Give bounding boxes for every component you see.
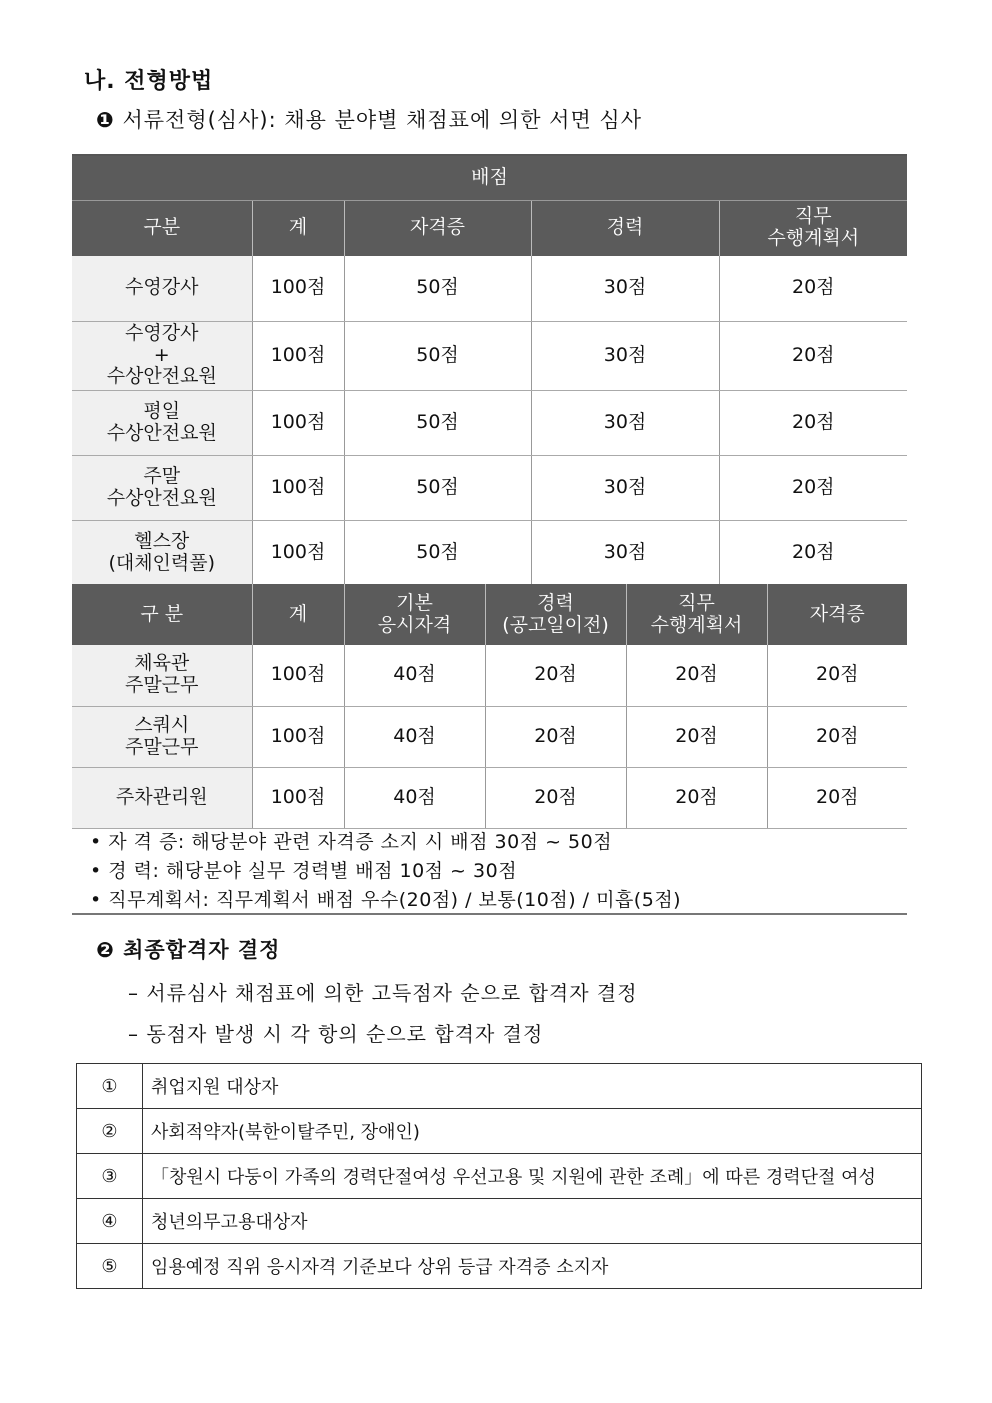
- score-cell: 20점: [719, 520, 907, 585]
- table-row: [77, 1244, 922, 1289]
- priority-number: ②: [77, 1109, 143, 1154]
- subsection-1-text: 서류전형(심사): 채용 분야별 채점표에 의한 서면 심사: [122, 108, 642, 132]
- score-cell: 20점: [485, 645, 626, 706]
- score-cell: 30점: [531, 455, 719, 520]
- table-row: [77, 1154, 922, 1199]
- score-cell: 100점: [252, 321, 344, 390]
- row-label: 스쿼시 주말근무: [72, 706, 252, 767]
- row-label: 수영강사 + 수상안전요원: [72, 321, 252, 390]
- table2-column-header: 직무 수행계획서: [626, 584, 767, 645]
- score-cell: 20점: [485, 706, 626, 767]
- score-cell: 100점: [252, 767, 344, 828]
- tiebreak-table: [76, 1063, 922, 1289]
- marker-1: ❶: [96, 108, 115, 132]
- table-row: [72, 520, 907, 585]
- table-row: [77, 1064, 922, 1109]
- table1-column-header: 직무 수행계획서: [719, 200, 907, 256]
- score-cell: 20점: [767, 767, 907, 828]
- row-label: 주말 수상안전요원: [72, 455, 252, 520]
- score-cell: 20점: [626, 645, 767, 706]
- score-cell: 20점: [719, 455, 907, 520]
- score-cell: 100점: [252, 645, 344, 706]
- priority-number: ④: [77, 1199, 143, 1244]
- divider: [72, 913, 907, 915]
- table-row: [77, 1199, 922, 1244]
- row-label: 체육관 주말근무: [72, 645, 252, 706]
- criteria-line: – 동점자 발생 시 각 항의 순으로 합격자 결정: [128, 1022, 544, 1046]
- score-cell: 100점: [252, 520, 344, 585]
- row-label: 주차관리원: [72, 767, 252, 828]
- score-cell: 20점: [626, 706, 767, 767]
- score-cell: 20점: [719, 256, 907, 321]
- score-cell: 50점: [344, 455, 531, 520]
- priority-text: 사회적약자(북한이탈주민, 장애인): [143, 1109, 922, 1154]
- table2-column-header: 구 분: [72, 584, 252, 645]
- table-row: [72, 767, 907, 828]
- subsection-2-title: [96, 934, 280, 964]
- score-cell: 20점: [719, 390, 907, 455]
- score-cell: 30점: [531, 390, 719, 455]
- table2-column-header: 계: [252, 584, 344, 645]
- table2-column-header: 경력 (공고일이전): [485, 584, 626, 645]
- priority-text: 취업지원 대상자: [143, 1064, 922, 1109]
- score-cell: 100점: [252, 455, 344, 520]
- table1-top-header: 배점: [72, 155, 907, 200]
- score-cell: 50점: [344, 256, 531, 321]
- score-cell: 50점: [344, 390, 531, 455]
- score-cell: 40점: [344, 706, 485, 767]
- row-label: 평일 수상안전요원: [72, 390, 252, 455]
- row-label: 수영강사: [72, 256, 252, 321]
- priority-text: 임용예정 직위 응시자격 기준보다 상위 등급 자격증 소지자: [143, 1244, 922, 1289]
- note-item: • 경 력: 해당분야 실무 경력별 배점 10점 ~ 30점: [90, 860, 518, 882]
- table1-column-header: 경력: [531, 200, 719, 256]
- note-item: • 직무계획서: 직무계획서 배점 우수(20점) / 보통(10점) / 미흡(5점): [90, 889, 682, 911]
- table-row: [72, 390, 907, 455]
- score-cell: 40점: [344, 645, 485, 706]
- table1-column-header: 자격증: [344, 200, 531, 256]
- table-row: [72, 645, 907, 706]
- table2-column-header: 자격증: [767, 584, 907, 645]
- table-row: [72, 455, 907, 520]
- subsection-2-text: 최종합격자 결정: [123, 938, 281, 962]
- score-cell: 30점: [531, 520, 719, 585]
- score-cell: 20점: [719, 321, 907, 390]
- score-cell: 100점: [252, 390, 344, 455]
- table1-column-header: 구분: [72, 200, 252, 256]
- subsection-1-title: [96, 104, 642, 134]
- priority-number: ①: [77, 1064, 143, 1109]
- score-cell: 50점: [344, 321, 531, 390]
- row-label: 헬스장 (대체인력풀): [72, 520, 252, 585]
- score-cell: 20점: [626, 767, 767, 828]
- priority-text: 청년의무고용대상자: [143, 1199, 922, 1244]
- marker-2: ❷: [96, 938, 115, 962]
- priority-number: ③: [77, 1154, 143, 1199]
- criteria-line: – 서류심사 채점표에 의한 고득점자 순으로 합격자 결정: [128, 981, 638, 1005]
- scoring-table-2: [72, 584, 907, 829]
- table-row: [72, 256, 907, 321]
- table-row: [72, 706, 907, 767]
- section-heading: 나. 전형방법: [84, 69, 214, 94]
- score-cell: 20점: [767, 645, 907, 706]
- scoring-table-1: [72, 154, 907, 586]
- notes-list: [90, 828, 681, 915]
- score-cell: 50점: [344, 520, 531, 585]
- score-cell: 40점: [344, 767, 485, 828]
- table1-column-header: 계: [252, 200, 344, 256]
- score-cell: 100점: [252, 256, 344, 321]
- note-item: • 자 격 증: 해당분야 관련 자격증 소지 시 배점 30점 ~ 50점: [90, 831, 613, 853]
- score-cell: 30점: [531, 321, 719, 390]
- priority-text: 「창원시 다둥이 가족의 경력단절여성 우선고용 및 지원에 관한 조례」에 따른 경력단절 여성: [143, 1154, 922, 1199]
- score-cell: 30점: [531, 256, 719, 321]
- score-cell: 20점: [485, 767, 626, 828]
- table-row: [72, 321, 907, 390]
- table-row: [77, 1109, 922, 1154]
- table2-column-header: 기본 응시자격: [344, 584, 485, 645]
- priority-number: ⑤: [77, 1244, 143, 1289]
- score-cell: 20점: [767, 706, 907, 767]
- score-cell: 100점: [252, 706, 344, 767]
